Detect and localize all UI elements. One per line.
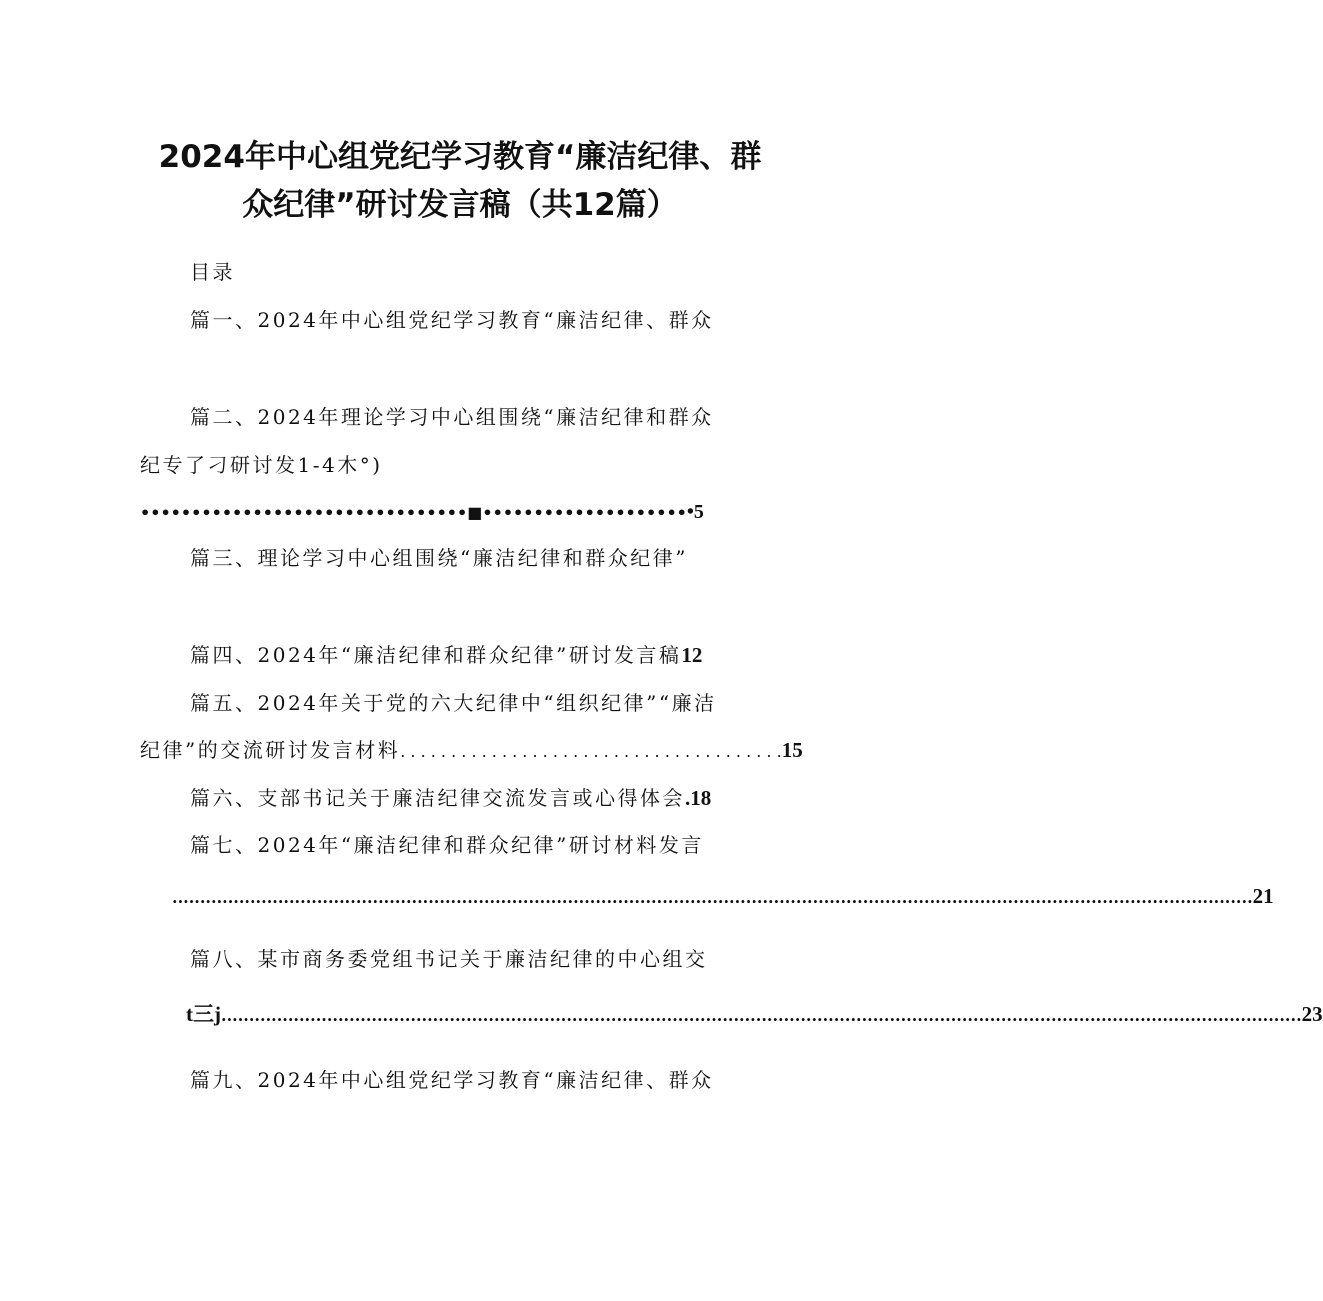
toc-item-5-dots: . . . . . . . . . . . . . . . . . . . . . . . . . . . . . . . . . . . . . . bbox=[400, 742, 782, 761]
toc-item-2-page: •5 bbox=[686, 501, 704, 523]
toc-item-2-dots-b: •••••••••••••••••••• bbox=[482, 503, 687, 522]
toc-item-5-text: 纪律”的交流研讨发言材料 bbox=[140, 738, 401, 762]
toc-item-8-dots: .................................................................................................................................................................................................. bbox=[221, 1006, 1302, 1025]
toc-item-6[interactable] bbox=[190, 784, 711, 812]
toc-item-4-page: 12 bbox=[681, 643, 703, 667]
toc-item-2-line-2[interactable]: 纪专了刁研讨发1-4木°) bbox=[140, 453, 383, 477]
toc-item-8-prefix: t三j bbox=[186, 1002, 221, 1026]
toc-item-7-page: 21 bbox=[1252, 884, 1274, 908]
toc-item-6-page: .18 bbox=[685, 786, 712, 810]
toc-item-2-square: ■ bbox=[467, 503, 483, 522]
toc-item-8-page: 23 bbox=[1301, 1002, 1323, 1026]
toc-item-6-text: 篇六、支部书记关于廉洁纪律交流发言或心得体会 bbox=[190, 786, 685, 810]
toc-item-4[interactable] bbox=[190, 641, 702, 669]
document-title-line-1: 2024年中心组党纪学习教育“廉洁纪律、群 bbox=[158, 139, 762, 175]
toc-item-7-line-1[interactable]: 篇七、2024年“廉洁纪律和群众纪律”研讨材料发言 bbox=[190, 833, 704, 857]
toc-item-2-dots-a: •••••••••••••••••••••••••••••••• bbox=[140, 503, 468, 522]
toc-item-8-line-1[interactable]: 篇八、某市商务委党组书记关于廉洁纪律的中心组交 bbox=[190, 947, 708, 971]
toc-heading: 目录 bbox=[190, 260, 235, 284]
toc-item-5-line-1[interactable]: 篇五、2024年关于党的六大纪律中“组织纪律”“廉洁 bbox=[190, 691, 717, 715]
toc-item-1[interactable]: 篇一、2024年中心组党纪学习教育“廉洁纪律、群众 bbox=[190, 308, 714, 332]
toc-item-4-text: 篇四、2024年“廉洁纪律和群众纪律”研讨发言稿 bbox=[190, 643, 682, 667]
toc-item-9[interactable]: 篇九、2024年中心组党纪学习教育“廉洁纪律、群众 bbox=[190, 1068, 714, 1092]
toc-item-5-page: 15 bbox=[781, 738, 803, 762]
toc-item-2-leader bbox=[140, 498, 704, 527]
toc-item-7-dots: .................................................................................................................................................................................................. bbox=[172, 888, 1253, 907]
toc-item-3[interactable]: 篇三、理论学习中心组围绕“廉洁纪律和群众纪律” bbox=[190, 546, 688, 570]
toc-item-8-leader[interactable] bbox=[186, 1000, 1323, 1030]
document-title-line-2: 众纪律”研讨发言稿（共12篇） bbox=[242, 187, 678, 223]
toc-item-5-line-2[interactable] bbox=[140, 736, 803, 766]
toc-item-2-line-1[interactable]: 篇二、2024年理论学习中心组围绕“廉洁纪律和群众 bbox=[190, 405, 714, 429]
toc-item-7-leader[interactable] bbox=[172, 882, 1274, 912]
